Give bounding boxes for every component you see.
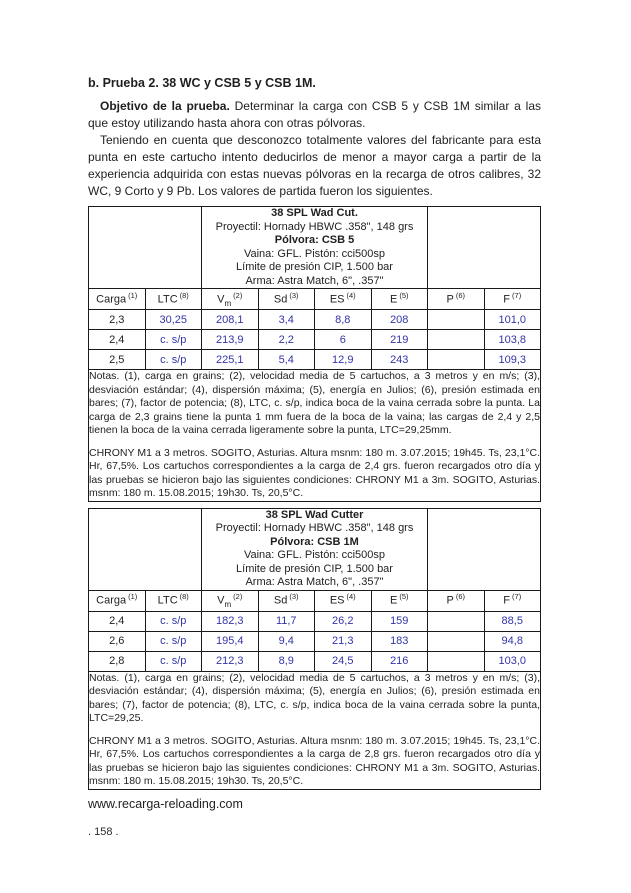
info-empty-left-cell — [89, 207, 202, 289]
col-label: Sd — [273, 594, 288, 607]
table-row — [89, 611, 541, 631]
col-label: Sd — [273, 293, 288, 306]
cell-es: 12,9 — [315, 350, 372, 370]
intro-paragraph: Teniendo en cuenta que desconozco totalmente valores del fabricante para esta punta en este cartucho intento deducirlos de menor a mayor carga a partir de la experiencia adquirida con estas nuevas pólvoras en la recarga de otros calibres, 32 WC, 9 Corto y 9 Pb. Los valores de partida fueron los siguientes. — [88, 133, 541, 198]
col-label: ES — [329, 293, 345, 306]
col-sup: (6) — [455, 592, 465, 602]
cell-carga: 2,3 — [89, 310, 146, 330]
col-label: E — [389, 594, 398, 607]
table-row — [89, 310, 541, 330]
table-info-row — [89, 207, 541, 289]
cell-vm: 208,1 — [202, 310, 259, 330]
table-row — [89, 350, 541, 370]
col-label: V — [217, 594, 225, 607]
cell-carga: 2,4 — [89, 611, 146, 631]
cell-carga: 2,8 — [89, 651, 146, 671]
cell-e: 208 — [371, 310, 428, 330]
projectile-line: Proyectil: Hornady HBWC .358", 148 grs — [215, 522, 414, 534]
col-sup: (7) — [512, 592, 522, 602]
cell-f: 101,0 — [484, 310, 541, 330]
col-sup: (5) — [399, 592, 409, 602]
col-label: P — [446, 293, 454, 306]
col-sub: m — [224, 599, 232, 609]
cell-carga: 2,4 — [89, 330, 146, 350]
cell-f: 103,0 — [484, 651, 541, 671]
notes-cell — [89, 671, 541, 789]
cell-vm: 213,9 — [202, 330, 259, 350]
notes-paragraph: Notas. (1), carga en grains; (2), velocidad media de 5 cartuchos, a 3 metros y en m/s; (3), desviación estándar; (4), dispersión máxima; (5), energía en Julios; (6), presión estimada en bares; (7), factor de potencia; (8), LTC, c. s/p, indica boca de la vaina cerrada sobre la punta, LTC=29,25. — [89, 671, 540, 724]
col-header-p — [428, 289, 485, 310]
cell-sd: 8,9 — [258, 651, 315, 671]
cell-vm: 182,3 — [202, 611, 259, 631]
col-header-p — [428, 590, 485, 611]
cell-sd: 11,7 — [258, 611, 315, 631]
col-label: F — [503, 293, 511, 306]
cell-e: 183 — [371, 631, 428, 651]
col-sup: (1) — [128, 592, 138, 602]
cartridge-title: 38 SPL Wad Cut. — [271, 207, 358, 219]
cell-sd: 9,4 — [258, 631, 315, 651]
cell-e: 216 — [371, 651, 428, 671]
cell-vm: 225,1 — [202, 350, 259, 370]
table-info-row — [89, 508, 541, 590]
cell-carga: 2,6 — [89, 631, 146, 651]
col-label: ES — [329, 594, 345, 607]
col-label: F — [503, 594, 511, 607]
col-header-vm — [202, 590, 259, 611]
projectile-line: Proyectil: Hornady HBWC .358", 148 grs — [215, 220, 414, 233]
cell-p — [428, 611, 485, 631]
col-header-ltc — [145, 289, 202, 310]
col-sup: (4) — [346, 290, 356, 300]
col-sup: (3) — [289, 592, 299, 602]
cell-p — [428, 350, 485, 370]
cell-es: 6 — [315, 330, 372, 350]
notes-row — [89, 671, 541, 789]
notes-paragraph: Notas. (1), carga en grains; (2), velocidad media de 5 cartuchos, a 3 metros y en m/s; (3), desviación estándar; (4), dispersión máxima; (5), energía en Julios; (6), presión estimada en bares; (7), factor de potencia; (8), LTC, c. s/p, indica boca de la vaina cerrada sobre la punta. La carga de 2,3 grains tiene la punta 1 mm fuera de la boca de la vaina; las cargas de 2,4 y 2,5 tienen la boca de la vaina cerrada ligeramente sobre la punta, LTC=29,25mm. — [89, 370, 540, 436]
cell-ltc: c. s/p — [145, 631, 202, 651]
col-sup: (4) — [346, 592, 356, 602]
cell-carga: 2,5 — [89, 350, 146, 370]
cell-p — [428, 631, 485, 651]
table-row — [89, 651, 541, 671]
col-label: Carga — [96, 594, 127, 607]
col-sup: (2) — [233, 592, 243, 602]
objective-paragraph — [88, 98, 541, 132]
page-number: . 158 . — [88, 825, 119, 838]
cell-p — [428, 651, 485, 671]
col-header-es — [315, 590, 372, 611]
notes-row — [89, 370, 541, 502]
info-empty-right-cell — [428, 508, 541, 590]
col-sup: (2) — [233, 290, 243, 300]
col-label: Carga — [96, 293, 127, 306]
load-table-csb-5 — [88, 206, 541, 502]
notes-cell — [89, 370, 541, 502]
cell-ltc: c. s/p — [145, 611, 202, 631]
powder-line: Pólvora: CSB 5 — [274, 234, 355, 246]
col-header-e — [371, 590, 428, 611]
col-sub: m — [224, 298, 232, 308]
col-header-vm — [202, 289, 259, 310]
objective-text: Determinar la carga con CSB 5 y CSB 1M similar a las que estoy utilizando hasta ahora con otras pólvoras. — [88, 99, 541, 130]
cell-p — [428, 310, 485, 330]
table-row — [89, 330, 541, 350]
col-label: P — [446, 594, 454, 607]
firearm-line: Arma: Astra Match, 6", .357" — [245, 274, 384, 287]
col-header-es — [315, 289, 372, 310]
load-table-csb-1m — [88, 508, 541, 790]
col-sup: (7) — [512, 290, 522, 300]
col-header-carga — [89, 289, 146, 310]
col-header-ltc — [145, 590, 202, 611]
website-text: www.recarga-reloading.com — [88, 796, 243, 811]
pressure-limit-line: Límite de presión CIP, 1.500 bar — [236, 562, 393, 575]
objective-lead: Objetivo de la prueba. — [100, 99, 230, 113]
cell-ltc: c. s/p — [145, 330, 202, 350]
cell-e: 243 — [371, 350, 428, 370]
cell-es: 24,5 — [315, 651, 372, 671]
cell-p — [428, 330, 485, 350]
cell-ltc: c. s/p — [145, 651, 202, 671]
cell-sd: 3,4 — [258, 310, 315, 330]
firearm-line: Arma: Astra Match, 6", .357" — [245, 576, 384, 588]
cell-e: 159 — [371, 611, 428, 631]
conditions-paragraph: CHRONY M1 a 3 metros. SOGITO, Asturias. Altura msnm: 180 m. 3.07.2015; 19h45. Ts, 23,1°C. Hr, 67,5%. Los cartuchos correspondientes a la carga de 2,4 grs. fueron recargados otro día y las pruebas se hicieron bajo las siguientes condiciones: CHRONY M1 a 3m. SOGITO, Asturias. msnm: 180 m. 15.08.2015; 19h30. Ts, 20,5°C. — [89, 446, 540, 499]
cell-es: 8,8 — [315, 310, 372, 330]
col-header-e — [371, 289, 428, 310]
conditions-paragraph: CHRONY M1 a 3 metros. SOGITO, Asturias. Altura msnm: 180 m. 3.07.2015; 19h45. Ts, 23,1°C. Hr, 67,5%. Los cartuchos correspondientes a la carga de 2,8 grs. fueron recargados otro día y las pruebas se hicieron bajo las siguientes condiciones: CHRONY M1 a 3m. SOGITO, Asturias. msnm: 180 m. 15.08.2015; 19h30. Ts, 20,5°C. — [89, 734, 540, 787]
col-sup: (3) — [289, 290, 299, 300]
cell-vm: 212,3 — [202, 651, 259, 671]
col-header-sd — [258, 289, 315, 310]
cell-f: 94,8 — [484, 631, 541, 651]
cell-f: 88,5 — [484, 611, 541, 631]
cartridge-title: 38 SPL Wad Cutter — [265, 508, 364, 521]
column-header-row — [89, 590, 541, 611]
case-primer-line: Vaina: GFL. Pistón: cci500sp — [243, 549, 386, 561]
col-header-carga — [89, 590, 146, 611]
col-sup: (8) — [179, 290, 189, 300]
col-label: E — [389, 293, 398, 306]
cartridge-info-cell — [202, 207, 428, 289]
info-empty-left-cell — [89, 508, 202, 590]
col-sup: (6) — [455, 290, 465, 300]
column-header-row — [89, 289, 541, 310]
cell-f: 109,3 — [484, 350, 541, 370]
col-header-f — [484, 590, 541, 611]
table-row — [89, 631, 541, 651]
cell-f: 103,8 — [484, 330, 541, 350]
cartridge-info-cell — [202, 508, 428, 590]
col-label: V — [217, 293, 225, 306]
info-empty-right-cell — [428, 207, 541, 289]
cell-sd: 2,2 — [258, 330, 315, 350]
col-header-f — [484, 289, 541, 310]
col-label: LTC — [157, 594, 178, 607]
page-title: b. Prueba 2. 38 WC y CSB 5 y CSB 1M. — [88, 76, 316, 90]
cell-ltc: 30,25 — [145, 310, 202, 330]
col-sup: (5) — [399, 290, 409, 300]
col-sup: (1) — [128, 290, 138, 300]
col-header-sd — [258, 590, 315, 611]
case-primer-line: Vaina: GFL. Pistón: cci500sp — [243, 247, 386, 260]
cell-vm: 195,4 — [202, 631, 259, 651]
cell-ltc: c. s/p — [145, 350, 202, 370]
cell-es: 26,2 — [315, 611, 372, 631]
col-label: LTC — [157, 293, 178, 306]
powder-line: Pólvora: CSB 1M — [270, 535, 359, 548]
pressure-limit-line: Límite de presión CIP, 1.500 bar — [236, 261, 393, 273]
cell-sd: 5,4 — [258, 350, 315, 370]
col-sup: (8) — [179, 592, 189, 602]
cell-e: 219 — [371, 330, 428, 350]
cell-es: 21,3 — [315, 631, 372, 651]
